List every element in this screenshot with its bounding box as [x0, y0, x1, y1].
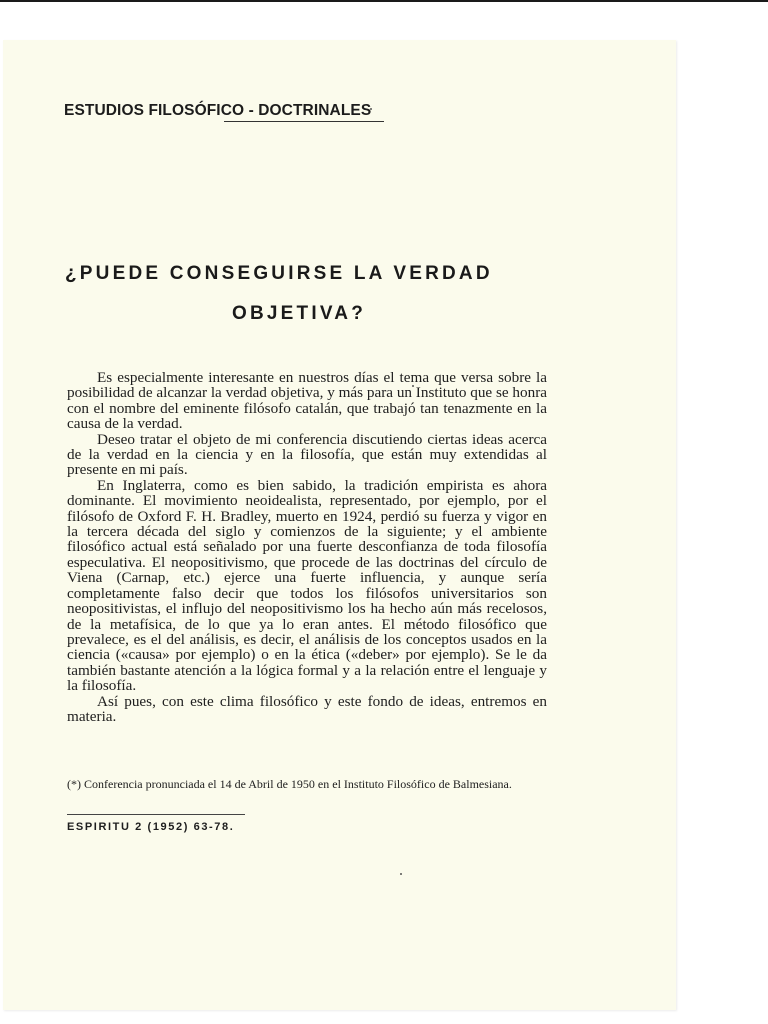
article-body: [67, 370, 547, 724]
paragraph: Es especialmente interesante en nuestros días el tema que versa sobre la posibilidad de alcanzar la verdad objetiva, y más para un Instituto que se honra con el nombre del eminente filósofo catalán, que trabajó tan tenazmente en la causa de la verdad.: [67, 369, 547, 433]
speck: [400, 873, 402, 875]
paragraph: Así pues, con este clima filosófico y este fondo de ideas, entremos en materia.: [67, 692, 547, 725]
article-title-line-2: OBJETIVA?: [232, 303, 367, 324]
footnote: (*) Conferencia pronunciada el 14 de Abril de 1950 en el Instituto Filosófico de Balmesiana.: [67, 777, 512, 791]
section-header: ESTUDIOS FILOSÓFICO - DOCTRINALES: [64, 102, 372, 119]
paragraph: En Inglaterra, como es bien sabido, la tradición empirista es ahora dominante. El movimiento neoidealista, representado, por ejemplo, por el filósofo de Oxford F. H. Bradley, muerto en 1924, perdió su fuerza y vigor en la tercera década del siglo y comienzos de la siguiente; y el ambiente filosófico actual está señalado por una fuerte desconfianza de toda filosofía especulativa. El neopositivismo, que procede de las doctrinas del círculo de Viena (Carnap, etc.) ejerce una fuerte influencia, y aunque sería completamente falso decir que todos los filósofos universitarios son neopositivistas, el influjo del neopositivismo los ha hecho aún más recelosos, de la metafísica, de lo que ya lo eran antes. El método filosófico que prevalece, es el del análisis, es decir, el análisis de los conceptos usados en la ciencia («causa» por ejemplo) o en la ética («deber» por ejemplo). Se le da también bastante atención a la lógica formal y a la relación entre el lenguaje y la filosofía.: [67, 476, 547, 695]
article-title-line-1: ¿PUEDE CONSEGUIRSE LA VERDAD: [65, 263, 493, 284]
scan-top-edge: [0, 0, 768, 2]
journal-citation: ESPIRITU 2 (1952) 63-78.: [67, 821, 235, 833]
header-underline: [224, 121, 384, 122]
paragraph: Deseo tratar el objeto de mi conferencia discutiendo ciertas ideas acerca de la verdad en la ciencia y en la filosofía, que están muy extendidas al presente en mi país.: [67, 430, 547, 479]
footnote-rule: [67, 814, 245, 815]
